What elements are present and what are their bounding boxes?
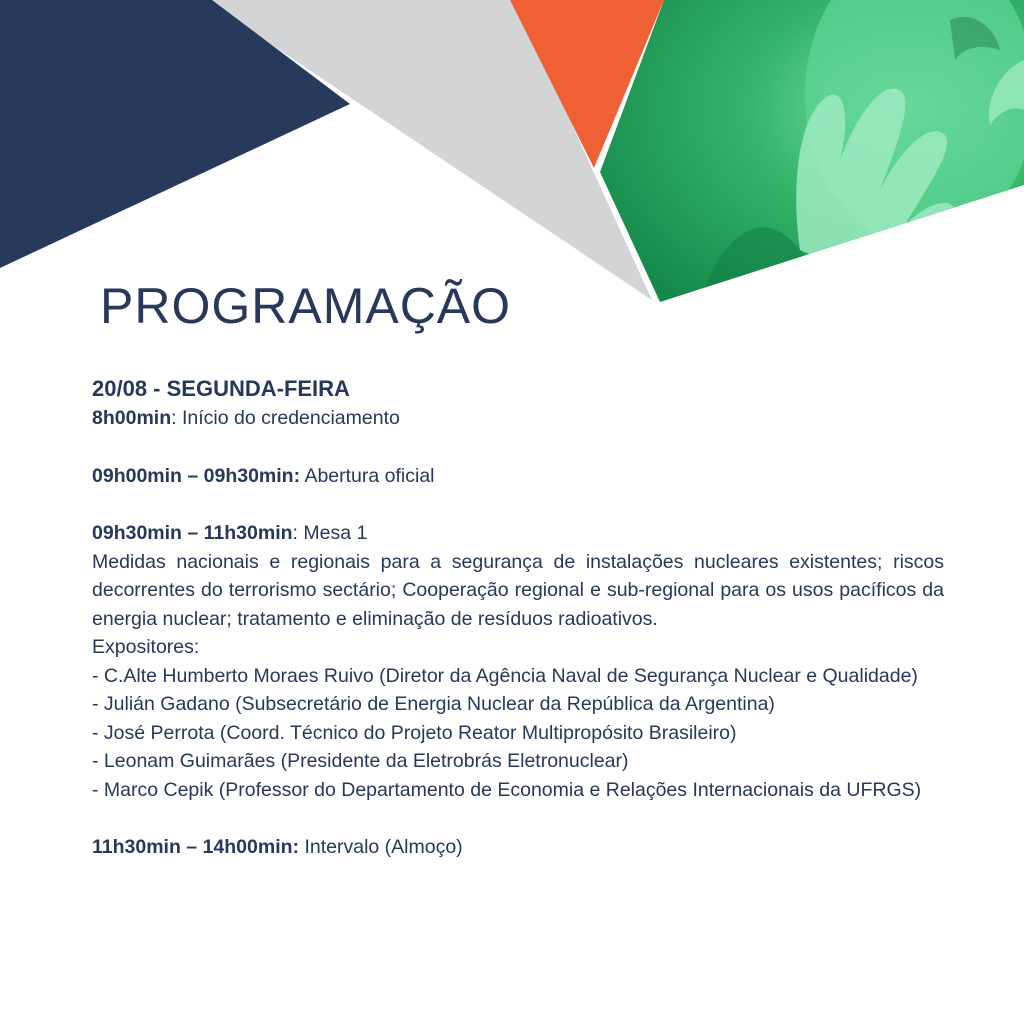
speaker-item: - Julián Gadano (Subsecretário de Energia Nuclear da República da Argentina) <box>92 693 775 715</box>
mesa-1-description: Medidas nacionais e regionais para a segurança de instalações nucleares existentes; riscos decorrentes do terrorismo sectário; Cooperação regional e sub-regional para os usos pacíficos da energia nuclear; tratamento e eliminação de resíduos radioativos. <box>92 550 944 630</box>
session-lunch <box>92 833 944 862</box>
page-title: PROGRAMAÇÃO <box>100 278 512 334</box>
speaker-item: - Leonam Guimarães (Presidente da Eletrobrás Eletronuclear) <box>92 750 629 772</box>
program-content <box>92 374 944 862</box>
session-label: Intervalo (Almoço) <box>304 836 463 858</box>
day-heading: 20/08 - SEGUNDA-FEIRA <box>92 376 350 401</box>
session-time: 8h00min <box>92 407 172 429</box>
speakers-list <box>92 662 944 805</box>
session-separator: : <box>171 407 182 429</box>
session-label: Início do credenciamento <box>181 407 400 429</box>
session-time: 09h00min – 09h30min: <box>92 464 301 487</box>
spacer <box>92 804 944 833</box>
spacer <box>92 490 944 519</box>
header-decoration <box>0 0 1024 310</box>
session-registration <box>92 404 944 433</box>
session-time: 11h30min – 14h00min: <box>92 836 300 858</box>
session-time: 09h30min – 11h30min <box>92 522 293 544</box>
session-opening <box>92 462 944 491</box>
session-label: Mesa 1 <box>303 522 368 544</box>
speakers-label: Expositores: <box>92 636 200 658</box>
session-mesa-1 <box>92 519 944 548</box>
hands-on-face-photo <box>590 0 1024 310</box>
spacer <box>92 433 944 462</box>
session-label: Abertura oficial <box>304 464 435 487</box>
speaker-item: - C.Alte Humberto Moraes Ruivo (Diretor da Agência Naval de Segurança Nuclear e Qualidade) <box>92 664 918 687</box>
speaker-item: - José Perrota (Coord. Técnico do Projeto Reator Multipropósito Brasileiro) <box>92 721 737 744</box>
session-separator: : <box>292 522 304 544</box>
speaker-item: - Marco Cepik (Professor do Departamento de Economia e Relações Internacionais da UFRGS) <box>92 778 922 801</box>
